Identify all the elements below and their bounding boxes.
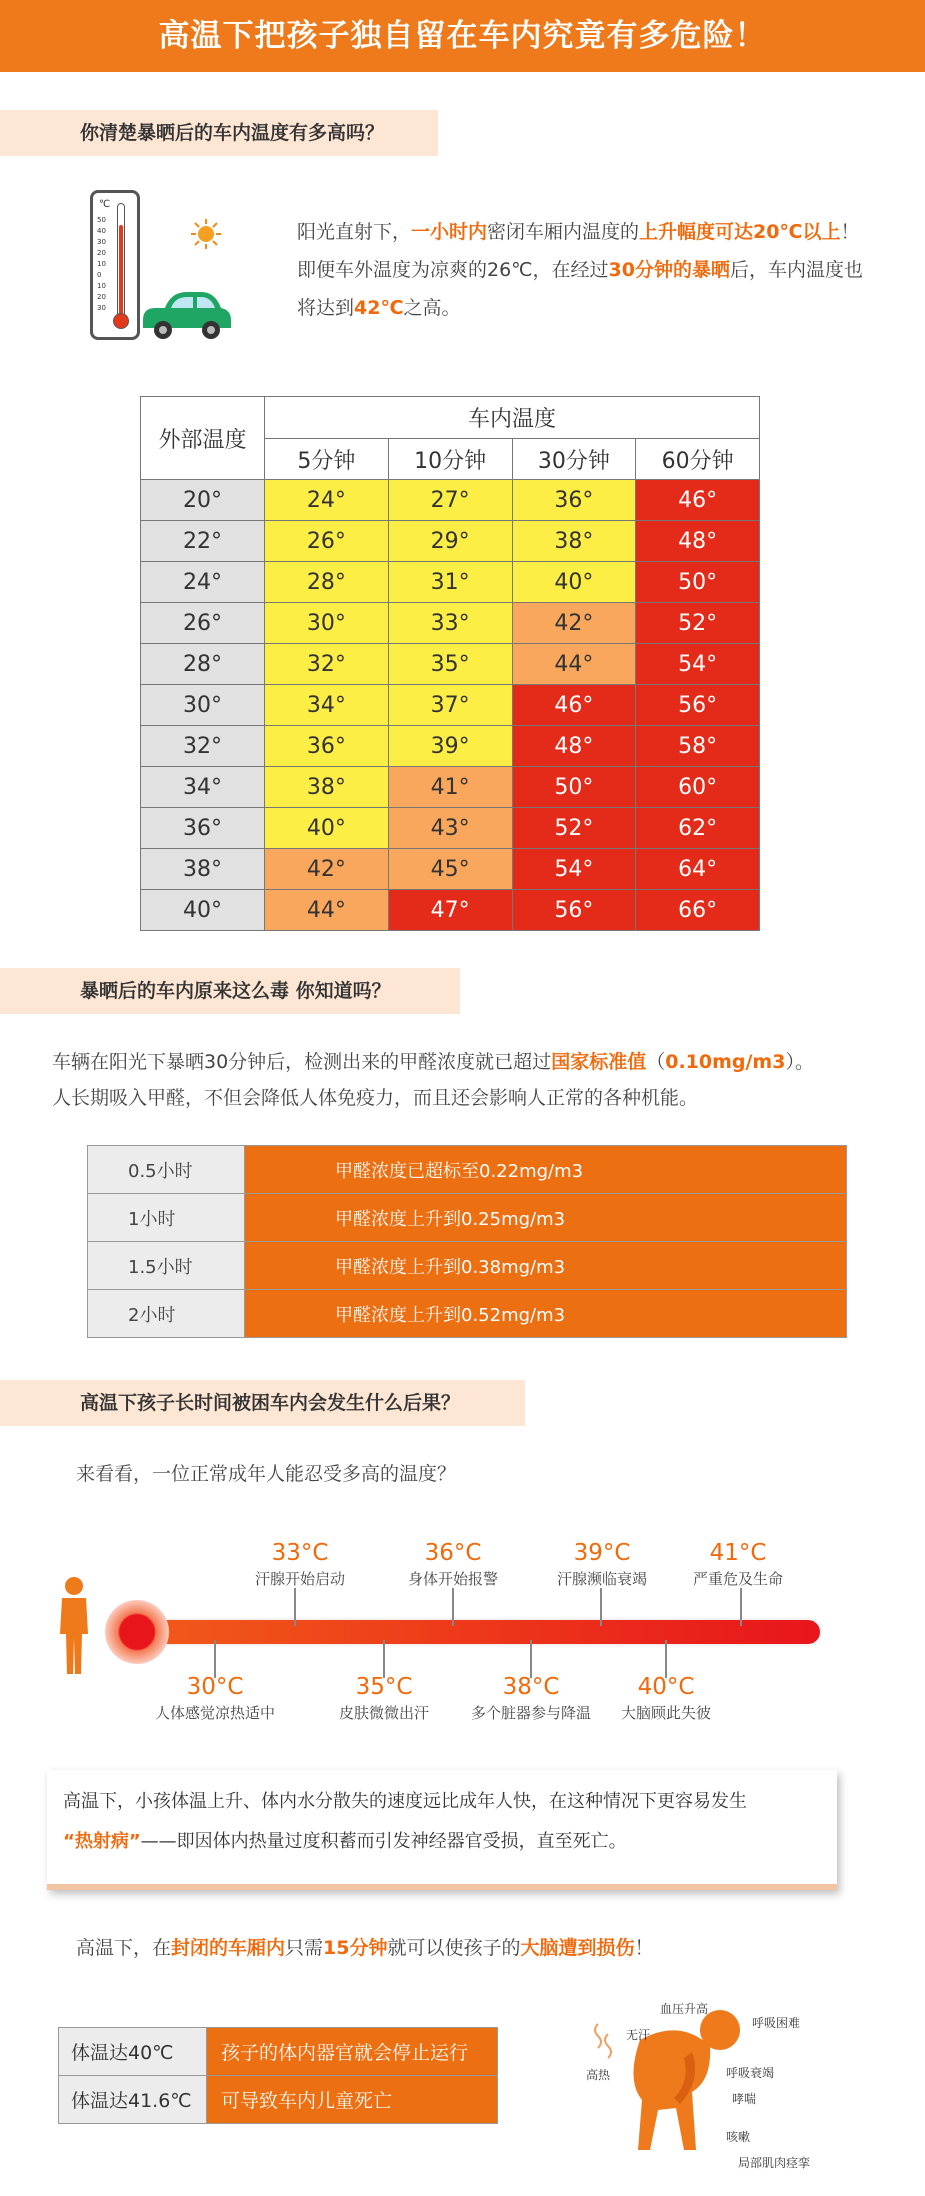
inside-temp-cell: 47° xyxy=(388,890,512,931)
inside-temp-cell: 46° xyxy=(636,480,760,521)
outside-temp-cell: 40° xyxy=(141,890,265,931)
inside-temp-cell: 48° xyxy=(636,521,760,562)
inside-temp-cell: 32° xyxy=(265,644,389,685)
duration-cell: 2小时 xyxy=(88,1290,245,1338)
scale-tick xyxy=(383,1640,385,1678)
symptom-label: 呼吸衰竭 xyxy=(726,2066,775,2080)
body-temp-effect: 孩子的体内器官就会停止运行 xyxy=(207,2028,498,2076)
symptom-label: 局部肌肉痉挛 xyxy=(738,2156,811,2170)
inside-temp-cell: 29° xyxy=(388,521,512,562)
inside-temp-cell: 36° xyxy=(512,480,636,521)
inside-temp-cell: 64° xyxy=(636,849,760,890)
inside-temp-cell: 34° xyxy=(265,685,389,726)
inside-temp-cell: 30° xyxy=(265,603,389,644)
inside-temp-cell: 35° xyxy=(388,644,512,685)
concentration-cell: 甲醛浓度已超标至0.22mg/m3 xyxy=(245,1146,847,1194)
inside-temp-cell: 54° xyxy=(512,849,636,890)
table-row xyxy=(141,521,760,562)
temp-marker-36: 36°C 身体开始报警 xyxy=(407,1540,498,1588)
temp-marker-30: 30°C 人体感觉凉热适中 xyxy=(154,1674,275,1722)
outside-temp-cell: 34° xyxy=(141,767,265,808)
concentration-cell: 甲醛浓度上升到0.38mg/m3 xyxy=(245,1242,847,1290)
inside-temp-cell: 42° xyxy=(265,849,389,890)
heatstroke-line-2: “热射病”——即因体内热量过度积蓄而引发神经器官受损，直至死亡。 xyxy=(63,1831,627,1852)
table-row xyxy=(141,562,760,603)
inside-temp-cell: 40° xyxy=(512,562,636,603)
scale-tick xyxy=(600,1588,602,1626)
inside-temp-cell: 31° xyxy=(388,562,512,603)
body-temp-label: 体温达40℃ xyxy=(59,2028,207,2076)
inside-temp-cell: 40° xyxy=(265,808,389,849)
symptom-label: 咳嗽 xyxy=(726,2130,751,2144)
body-temp-effect: 可导致车内儿童死亡 xyxy=(207,2076,498,2124)
section-heading-car-temp xyxy=(0,110,438,156)
section-heading-text: 暴晒后的车内原来这么毒 你知道吗？ xyxy=(80,980,391,1002)
inside-temp-cell: 37° xyxy=(388,685,512,726)
tolerance-intro: 来看看，一位正常成年人能忍受多高的温度？ xyxy=(76,1463,457,1485)
symptom-label: 血压升高 xyxy=(660,2002,709,2016)
car-temperature-table xyxy=(140,396,760,931)
outside-temp-cell: 24° xyxy=(141,562,265,603)
outside-temp-cell: 32° xyxy=(141,726,265,767)
inside-temp-cell: 66° xyxy=(636,890,760,931)
inside-temp-cell: 56° xyxy=(636,685,760,726)
time-header: 5分钟 xyxy=(265,439,389,480)
time-header: 10分钟 xyxy=(388,439,512,480)
inside-temp-cell: 56° xyxy=(512,890,636,931)
thermometer-mercury xyxy=(119,225,123,317)
thermometer-icon xyxy=(90,190,140,340)
section-heading-formaldehyde xyxy=(0,968,460,1014)
concentration-cell: 甲醛浓度上升到0.52mg/m3 xyxy=(245,1290,847,1338)
inside-temp-cell: 44° xyxy=(265,890,389,931)
inside-temp-cell: 52° xyxy=(636,603,760,644)
inside-temp-cell: 54° xyxy=(636,644,760,685)
time-header: 30分钟 xyxy=(512,439,636,480)
formaldehyde-line-1: 车辆在阳光下暴晒30分钟后，检测出来的甲醛浓度就已超过国家标准值（0.10mg/m3）。 xyxy=(52,1051,814,1073)
page-title: 高温下把孩子独自留在车内究竟有多危险！ xyxy=(0,0,925,72)
scale-tick xyxy=(665,1640,667,1678)
table-row xyxy=(141,480,760,521)
section-heading-text: 高温下孩子长时间被困车内会发生什么后果？ xyxy=(80,1392,461,1414)
person-icon xyxy=(58,1576,90,1676)
symptom-label: 无汗 xyxy=(626,2028,651,2042)
outside-temp-header: 外部温度 xyxy=(141,397,265,480)
heatstroke-callout xyxy=(47,1770,837,1890)
symptom-label: 呼吸困难 xyxy=(752,2016,801,2030)
symptom-label: 高热 xyxy=(586,2068,611,2082)
inside-temp-cell: 62° xyxy=(636,808,760,849)
inside-temp-cell: 50° xyxy=(636,562,760,603)
inside-temp-cell: 48° xyxy=(512,726,636,767)
table-row xyxy=(88,1290,847,1338)
table-row xyxy=(141,603,760,644)
table-row xyxy=(88,1242,847,1290)
inside-temp-cell: 45° xyxy=(388,849,512,890)
table-row xyxy=(141,726,760,767)
inside-temp-cell: 42° xyxy=(512,603,636,644)
table-row xyxy=(88,1146,847,1194)
body-temp-label: 体温达41.6℃ xyxy=(59,2076,207,2124)
table-row xyxy=(88,1194,847,1242)
scale-tick xyxy=(294,1588,296,1626)
section-heading-consequences xyxy=(0,1380,525,1426)
inside-temp-cell: 60° xyxy=(636,767,760,808)
temp-marker-33: 33°C 汗腺开始启动 xyxy=(254,1540,345,1588)
body-temperature-table xyxy=(58,2027,498,2124)
symptom-label: 哮喘 xyxy=(732,2092,757,2106)
scale-tick xyxy=(740,1588,742,1626)
table-row xyxy=(141,849,760,890)
outside-temp-cell: 26° xyxy=(141,603,265,644)
temp-marker-40: 40°C 大脑顾此失彼 xyxy=(620,1674,711,1722)
thermometer-scale: 50 40 30 20 10 0 10 20 30 xyxy=(97,216,106,312)
table-row xyxy=(59,2028,498,2076)
inside-temp-cell: 46° xyxy=(512,685,636,726)
scale-tick xyxy=(214,1640,216,1678)
outside-temp-cell: 36° xyxy=(141,808,265,849)
duration-cell: 1小时 xyxy=(88,1194,245,1242)
intro-line-1: 阳光直射下，一小时内密闭车厢内温度的上升幅度可达20℃以上！ xyxy=(297,221,860,243)
temperature-scale-bar xyxy=(140,1620,820,1644)
thermometer-bulb xyxy=(113,313,129,329)
inside-temp-cell: 33° xyxy=(388,603,512,644)
inside-temp-cell: 28° xyxy=(265,562,389,603)
temp-marker-38: 38°C 多个脏器参与降温 xyxy=(470,1674,591,1722)
temperature-scale-bulb xyxy=(105,1600,169,1664)
outside-temp-cell: 38° xyxy=(141,849,265,890)
inside-temp-cell: 52° xyxy=(512,808,636,849)
intro-line-3: 将达到42℃之高。 xyxy=(297,297,461,319)
sick-person-icon xyxy=(580,2000,740,2190)
time-header: 60分钟 xyxy=(636,439,760,480)
outside-temp-cell: 20° xyxy=(141,480,265,521)
inside-temp-cell: 39° xyxy=(388,726,512,767)
inside-temp-cell: 38° xyxy=(265,767,389,808)
brain-damage-line: 高温下，在封闭的车厢内只需15分钟就可以使孩子的大脑遭到损伤！ xyxy=(76,1937,654,1959)
table-row xyxy=(141,685,760,726)
heatstroke-line-1: 高温下，小孩体温上升、体内水分散失的速度远比成年人快，在这种情况下更容易发生 xyxy=(63,1791,747,1812)
temp-marker-35: 35°C 皮肤微微出汗 xyxy=(338,1674,429,1722)
temp-marker-39: 39°C 汗腺濒临衰竭 xyxy=(556,1540,647,1588)
concentration-cell: 甲醛浓度上升到0.25mg/m3 xyxy=(245,1194,847,1242)
inside-temp-cell: 38° xyxy=(512,521,636,562)
outside-temp-cell: 28° xyxy=(141,644,265,685)
inside-temp-cell: 44° xyxy=(512,644,636,685)
inside-temp-cell: 41° xyxy=(388,767,512,808)
temp-marker-41: 41°C 严重危及生命 xyxy=(692,1540,783,1588)
intro-line-2: 即便车外温度为凉爽的26℃，在经过30分钟的暴晒后，车内温度也 xyxy=(297,259,863,281)
car-icon xyxy=(135,278,235,343)
inside-temp-cell: 36° xyxy=(265,726,389,767)
formaldehyde-table xyxy=(87,1145,847,1338)
inside-temp-cell: 26° xyxy=(265,521,389,562)
table-row xyxy=(141,644,760,685)
table-row xyxy=(141,767,760,808)
scale-tick xyxy=(530,1640,532,1678)
scale-tick xyxy=(452,1588,454,1626)
outside-temp-cell: 30° xyxy=(141,685,265,726)
formaldehyde-line-2: 人长期吸入甲醛，不但会降低人体免疫力，而且还会影响人正常的各种机能。 xyxy=(52,1087,699,1109)
inside-temp-cell: 58° xyxy=(636,726,760,767)
section-heading-text: 你清楚暴晒后的车内温度有多高吗？ xyxy=(80,122,385,144)
duration-cell: 0.5小时 xyxy=(88,1146,245,1194)
table-row xyxy=(141,808,760,849)
thermometer-tube xyxy=(117,203,125,318)
inside-temp-header: 车内温度 xyxy=(265,397,760,439)
inside-temp-cell: 43° xyxy=(388,808,512,849)
thermometer-unit: ℃ xyxy=(99,199,111,210)
inside-temp-cell: 50° xyxy=(512,767,636,808)
table-row xyxy=(59,2076,498,2124)
outside-temp-cell: 22° xyxy=(141,521,265,562)
sun-icon xyxy=(190,218,222,250)
inside-temp-cell: 27° xyxy=(388,480,512,521)
inside-temp-cell: 24° xyxy=(265,480,389,521)
table-row xyxy=(141,890,760,931)
duration-cell: 1.5小时 xyxy=(88,1242,245,1290)
